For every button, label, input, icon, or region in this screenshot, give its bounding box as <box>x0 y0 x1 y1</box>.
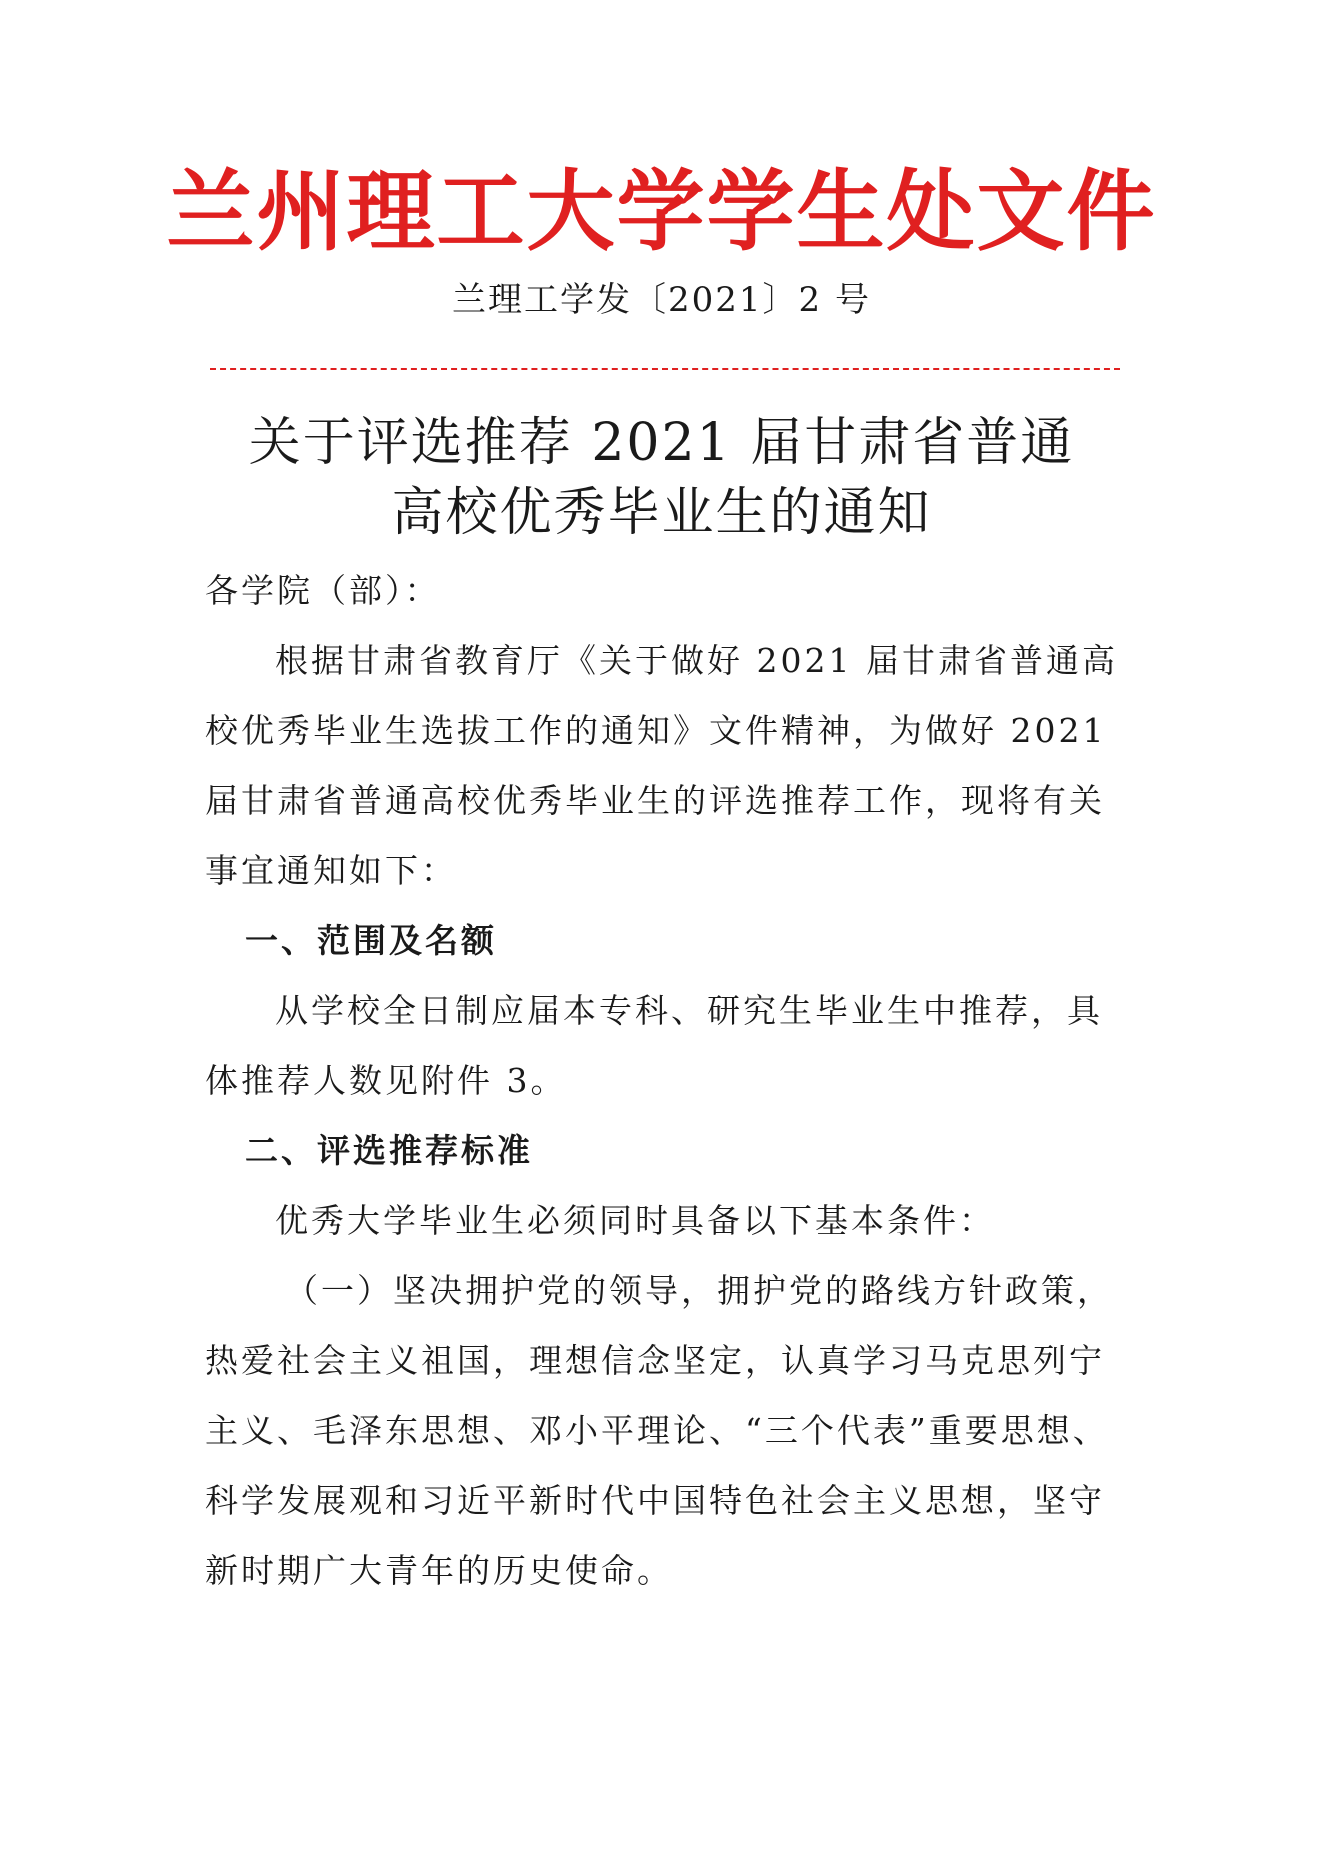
section2-heading: 二、评选推荐标准 <box>245 1131 533 1170</box>
section2-intro: 优秀大学毕业生必须同时具备以下基本条件： <box>275 1201 995 1240</box>
document-number: 兰理工学发〔2021〕2 号 <box>452 280 871 320</box>
salutation: 各学院（部）： <box>205 571 441 610</box>
document-body <box>205 556 1130 1606</box>
section1-paragraph: 从学校全日制应届本专科、研究生毕业生中推荐，具体推荐人数见附件 3。 <box>205 991 1103 1100</box>
notice-title-line1: 关于评选推荐 2021 届甘肃省普通 <box>248 413 1075 473</box>
issuer-header-title: 兰州理工大学学生处文件 <box>166 160 1157 263</box>
header-divider <box>210 368 1120 370</box>
intro-paragraph: 根据甘肃省教育厅《关于做好 2021 届甘肃省普通高校优秀毕业生选拔工作的通知》文件精神，为做好 2021 届甘肃省普通高校优秀毕业生的评选推荐工作，现将有关事宜通知如下： <box>205 641 1118 890</box>
section2-item1: （一）坚决拥护党的领导，拥护党的路线方针政策，热爱社会主义祖国，理想信念坚定，认真学习马克思列宁主义、毛泽东思想、邓小平理论、“三个代表”重要思想、科学发展观和习近平新时代中国特色社会主义思想，坚守新时期广大青年的历史使命。 <box>205 1271 1113 1590</box>
notice-title <box>0 408 1323 548</box>
section1-heading: 一、范围及名额 <box>245 921 497 960</box>
notice-title-line2: 高校优秀毕业生的通知 <box>391 483 932 543</box>
